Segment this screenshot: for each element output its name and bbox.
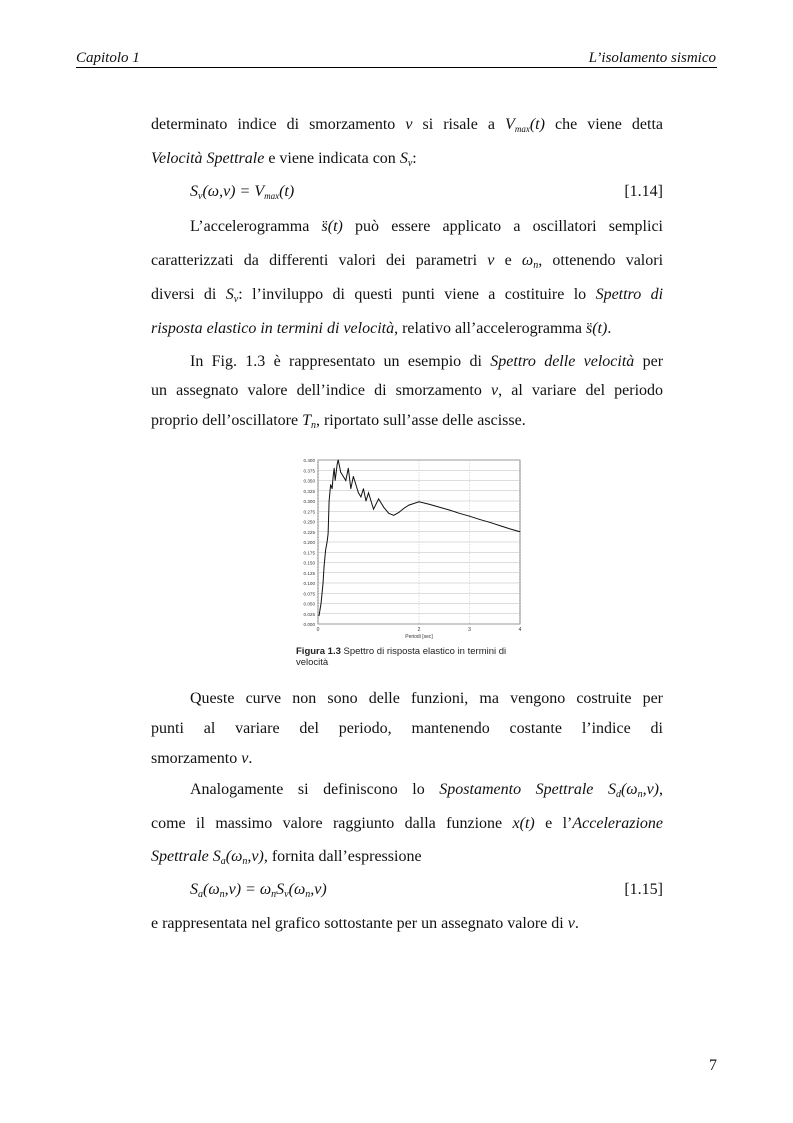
text-line-7: risposta elastico in termini di velocità, relativo all’accelerogramma s̈(t).	[151, 320, 612, 337]
y-tick-label: 0.000	[303, 622, 315, 627]
text-line-5: caratterizzati da differenti valori dei parametri ν e $\omega_n$, ottenendo valori	[151, 252, 664, 271]
equation-number: [1.15]	[624, 881, 663, 898]
data-point	[325, 550, 326, 551]
y-tick-label: 0.175	[303, 550, 315, 556]
data-point	[388, 513, 389, 514]
data-point	[499, 525, 500, 526]
running-header-chapter: Capitolo 1	[76, 50, 140, 66]
data-point	[358, 492, 359, 493]
y-tick-label: 0.050	[303, 601, 315, 607]
y-tick-label: 0.225	[303, 529, 315, 535]
data-point	[355, 484, 356, 485]
y-tick-label: 0.125	[303, 570, 315, 576]
text-line-6: diversi di $S_v$: l’inviluppo di questi punti viene a costituire lo Spettro di	[151, 286, 664, 305]
data-point	[383, 507, 384, 508]
data-point	[366, 501, 367, 502]
data-point	[329, 501, 330, 502]
data-point	[393, 515, 394, 516]
data-point	[319, 615, 320, 616]
text-line-1: determinato indice di smorzamento ν si risale a Vmax(t) che viene detta	[151, 116, 664, 134]
figure-velocity-spectrum	[290, 452, 530, 672]
data-point	[439, 507, 440, 508]
data-point	[489, 522, 490, 523]
y-tick-label: 0.300	[303, 499, 315, 504]
data-point	[479, 519, 480, 520]
text-line-9: un assegnato valore dell’indice di smorzamento ν, al variare del periodo	[151, 382, 664, 399]
data-point	[327, 542, 328, 543]
text-line-11: Queste curve non sono delle funzioni, ma vengono costruite per	[190, 690, 663, 707]
text-line-8: In Fig. 1.3 è rappresentato un esempio di Spettro delle velocità per	[190, 353, 664, 370]
data-point	[419, 501, 420, 502]
data-point	[378, 499, 379, 500]
data-point	[353, 476, 354, 477]
data-point	[324, 566, 325, 567]
text-line-12: punti al variare del periodo, mantenendo costante l’indice di	[151, 720, 663, 737]
x-tick-label: 0	[316, 627, 320, 633]
equation-1-14: $S_v(\omega,\nu) = Vmax(t)$ [1.14]	[190, 183, 663, 202]
data-point	[361, 497, 362, 498]
text-line-13: smorzamento ν.	[151, 750, 253, 767]
data-point	[510, 528, 511, 529]
data-point	[343, 476, 344, 477]
data-point	[409, 505, 410, 506]
text-line-16: Spettrale $S_a(\omega_n,\nu)$, fornita dall’espressione	[151, 848, 422, 867]
data-point	[338, 460, 339, 461]
text-line-18: e rappresentata nel grafico sottostante per un assegnato valore di ν.	[151, 915, 579, 932]
data-point	[403, 508, 404, 509]
y-tick-label: 0.250	[303, 519, 315, 525]
data-point	[328, 533, 329, 534]
velocity-spectrum-chart	[290, 452, 530, 642]
x-axis-label: Periodi [sec]	[405, 634, 433, 640]
data-point	[348, 468, 349, 469]
equation-number: [1.14]	[624, 183, 663, 200]
data-point	[332, 488, 333, 489]
x-tick-label: 3	[468, 627, 471, 633]
y-tick-label: 0.025	[303, 611, 315, 617]
text-line-14: Analogamente si definiscono lo Spostamento Spettrale $S_d(\omega_n,\nu)$,	[190, 781, 664, 800]
data-point	[334, 468, 335, 469]
data-point	[321, 603, 322, 604]
data-point	[337, 464, 338, 465]
y-tick-label: 0.200	[303, 540, 315, 545]
y-tick-label: 0.350	[303, 478, 315, 484]
data-point	[345, 480, 346, 481]
header-rule	[76, 67, 717, 68]
data-point	[340, 472, 341, 473]
x-tick-label: 4	[518, 627, 522, 633]
data-point	[398, 512, 399, 513]
y-tick-label: 0.150	[303, 560, 315, 566]
data-point	[350, 488, 351, 489]
page-number: 7	[709, 1057, 717, 1074]
data-point	[520, 531, 521, 532]
x-tick-label: 2	[417, 627, 421, 633]
text-line-15: come il massimo valore raggiunto dalla funzione x(t) e l’Accelerazione	[151, 815, 664, 832]
data-point	[469, 516, 470, 517]
y-tick-label: 0.400	[303, 458, 315, 463]
data-point	[429, 504, 430, 505]
data-point	[459, 513, 460, 514]
equation-1-15: $S_a(\omega_n,\nu) = \omega_nS_v(\omega_n,\nu)$ [1.15]	[190, 881, 663, 900]
data-point	[449, 510, 450, 511]
y-tick-label: 0.275	[303, 509, 315, 515]
y-tick-label: 0.075	[303, 591, 315, 597]
y-tick-label: 0.325	[303, 488, 315, 494]
y-tick-label: 0.375	[303, 468, 315, 474]
text-line-10: proprio dell’oscillatore $T_n$, riportato sull’asse delle ascisse.	[151, 412, 526, 431]
figure-caption: Figura 1.3 Spettro di risposta elastico in termini di velocità	[296, 646, 507, 668]
data-point	[333, 476, 334, 477]
running-header-title: L’isolamento sismico	[588, 50, 716, 66]
data-point	[373, 509, 374, 510]
text-line-2: Velocità Spettrale e viene indicata con $S_v$:	[151, 150, 417, 169]
data-point	[363, 488, 364, 489]
data-point	[336, 472, 337, 473]
data-point	[330, 484, 331, 485]
data-point	[323, 583, 324, 584]
data-point	[335, 480, 336, 481]
text-line-4: L’accelerogramma s̈(t) può essere applicato a oscillatori semplici	[190, 218, 663, 235]
y-tick-label: 0.100	[303, 581, 315, 586]
data-point	[368, 492, 369, 493]
